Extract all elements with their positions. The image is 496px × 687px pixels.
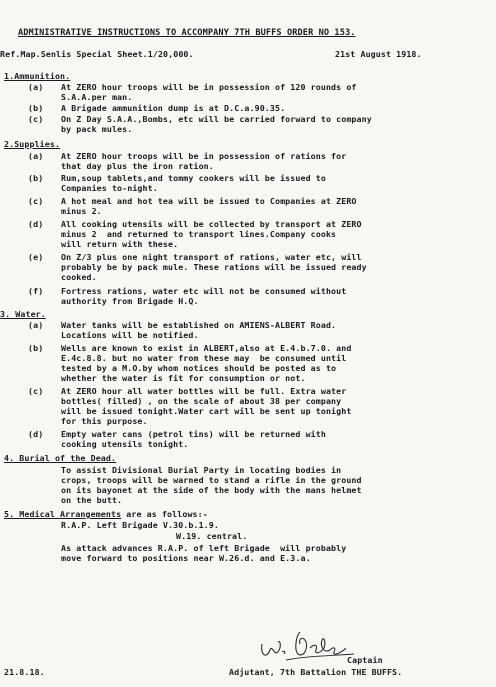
section-heading-medical [4, 509, 208, 519]
text-line: A Brigade ammunition dump is at D.C.a.90.35. [61, 103, 286, 113]
text-line: Companies to-night. [61, 183, 158, 193]
item-label: (e) [28, 252, 44, 262]
text-line: by pack mules. [61, 124, 133, 134]
text-line: on its bayonet at the side of the body with the mans helmet [61, 485, 362, 495]
text-line: On Z Day S.A.A.,Bombs, etc will be carried forward to company [61, 114, 372, 124]
document-date: 21st August 1918. [335, 49, 422, 59]
text-line: tested by a M.O.by whom notices should be posted as to [61, 363, 337, 373]
text-line: probably be by pack mule. These rations will be issued ready [61, 262, 367, 272]
text-line: W.19. central. [176, 531, 248, 541]
text-line: move forward to positions near W.26.d. and E.3.a. [61, 553, 311, 563]
section-heading-water: 3. Water. [0, 309, 46, 319]
text-line: bottles( filled) , on the scale of about 38 per company [61, 396, 342, 406]
section-heading-ammunition: 1.Ammunition. [4, 71, 71, 81]
text-line: cooked. [61, 272, 97, 282]
item-label: (b) [28, 343, 44, 353]
text-line: that day plus the iron ration. [61, 161, 214, 171]
text-line: To assist Divisional Burial Party in locating bodies in [61, 465, 342, 475]
section-heading-supplies: 2.Supplies. [4, 139, 61, 149]
text-line: At ZERO hour all water bottles will be full. Extra water [61, 386, 347, 396]
text-line: for this purpose. [61, 416, 148, 426]
text-line: cooking utensils tonight. [61, 439, 189, 449]
text-line: Wells are known to exist in ALBERT,also at E.4.b.7.0. and [61, 343, 352, 353]
text-line: will be issued tonight.Water cart will be sent up tonight [61, 406, 352, 416]
text-line: whether the water is fit for consumption or not. [61, 373, 306, 383]
section-heading-medical-label: 5. Medical Arrangements [4, 509, 122, 519]
text-line: At ZERO hour troops will be in possession of rations for [61, 151, 347, 161]
signatory-rank: Captain [347, 655, 383, 665]
text-line: Empty water cans (petrol tins) will be returned with [61, 429, 326, 439]
item-label: (a) [28, 151, 44, 161]
item-label: (f) [28, 286, 44, 296]
text-line: minus 2. [61, 206, 102, 216]
text-line: Rum,soup tablets,and tommy cookers will be issued to [61, 173, 326, 183]
text-line: authority from Brigade H.Q. [61, 296, 199, 306]
text-line: minus 2 and returned to transport lines.Company cooks [61, 229, 337, 239]
text-line: Locations will be notified. [61, 330, 199, 340]
footer-date: 21.8.18. [4, 667, 45, 677]
text-line: Water tanks will be established on AMIENS-ALBERT Road. [61, 320, 337, 330]
item-label: (d) [28, 219, 44, 229]
item-label: (a) [28, 320, 44, 330]
document-title: ADMINISTRATIVE INSTRUCTIONS TO ACCOMPANY 7TH BUFFS ORDER NO 153. [18, 28, 356, 38]
section-heading-burial: 4. Burial of the Dead. [4, 453, 117, 463]
item-label: (b) [28, 103, 44, 113]
text-line: On Z/3 plus one night transport of rations, water etc, will [61, 252, 362, 262]
item-label: (c) [28, 386, 44, 396]
item-label: (a) [28, 82, 44, 92]
text-line: crops, troops will be warned to stand a rifle in the ground [61, 475, 362, 485]
item-label: (c) [28, 196, 44, 206]
text-line: S.A.A.per man. [61, 92, 133, 102]
section-heading-medical-rest: are as follows:- [121, 509, 208, 519]
item-label: (d) [28, 429, 44, 439]
signatory-title: Adjutant, 7th Battalion THE BUFFS. [229, 667, 403, 677]
text-line: on the butt. [61, 495, 123, 505]
text-line: will return with these. [61, 239, 179, 249]
text-line: Fortress rations, water etc will not be consumed without [61, 286, 347, 296]
text-line: E.4c.8.8. but no water from these may be consumed until [61, 353, 347, 363]
map-reference: Ref.Map.Senlis Special Sheet.1/20,000. [0, 49, 194, 59]
text-line: As attack advances R.A.P. of left Brigade will probably [61, 543, 347, 553]
text-line: At ZERO hour troops will be in possession of 120 rounds of [61, 82, 357, 92]
text-line: R.A.P. Left Brigade V.30.b.1.9. [61, 520, 219, 530]
item-label: (c) [28, 114, 44, 124]
text-line: A hot meal and hot tea will be issued to Companies at ZERO [61, 196, 357, 206]
text-line: All cooking utensils will be collected by transport at ZERO [61, 219, 362, 229]
item-label: (b) [28, 173, 44, 183]
